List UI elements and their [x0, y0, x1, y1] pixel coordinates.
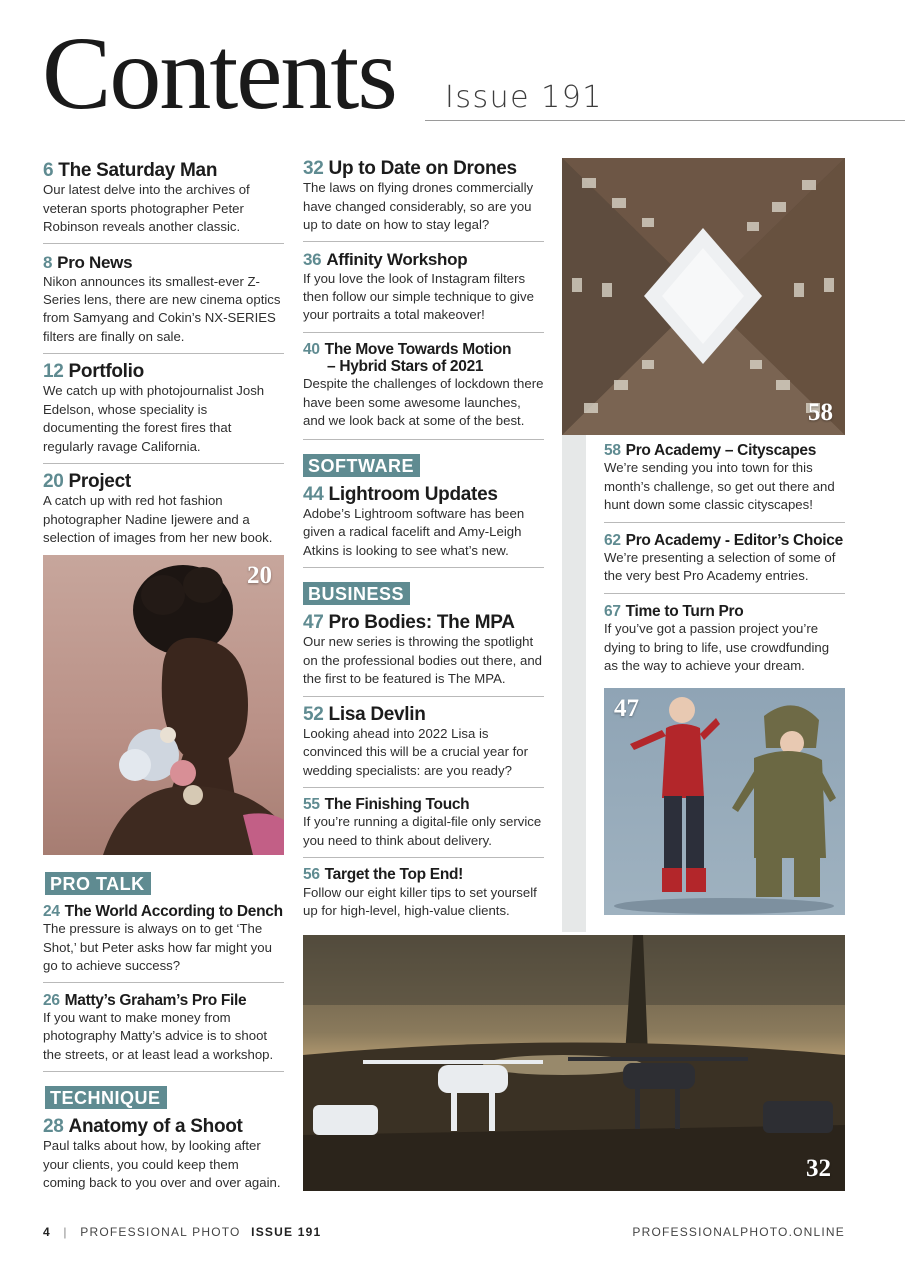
entry-title: Project [68, 471, 131, 493]
contents-entry[interactable] [303, 158, 544, 242]
contents-entry[interactable] [43, 895, 284, 983]
entry-title: Pro Academy – Cityscapes [625, 442, 817, 459]
contents-entry[interactable] [303, 242, 544, 332]
entry-title: The Move Towards Motion [324, 340, 512, 358]
entry-title: Lisa Devlin [328, 703, 426, 725]
contents-entry[interactable] [604, 442, 845, 523]
entry-heading [43, 903, 284, 920]
page-number: 6 [43, 160, 54, 181]
entry-title: Target the Top End! [324, 866, 464, 884]
entry-heading [43, 361, 284, 382]
page-number: 44 [303, 483, 324, 505]
kids-illustration [604, 688, 845, 915]
contents-entry[interactable] [43, 464, 284, 547]
footer-website[interactable]: PROFESSIONALPHOTO.ONLINE [632, 1225, 845, 1239]
footer-issue: ISSUE 191 [251, 1225, 322, 1239]
section-label-software: SOFTWARE [303, 454, 420, 477]
cityscape-photo[interactable] [562, 158, 845, 435]
contents-entry[interactable] [43, 244, 284, 354]
entry-description: Despite the challenges of lockdown there have been some awesome launches, and we look back at some of the best. [303, 376, 544, 429]
entry-title: The Saturday Man [58, 160, 218, 181]
entry-description: Follow our eight killer tips to set yourself up for high-level, high-value clients. [303, 884, 537, 919]
entry-heading [604, 603, 845, 620]
title-divider [425, 120, 905, 121]
entry-heading [303, 250, 544, 269]
entry-heading [604, 442, 845, 459]
entry-heading [604, 532, 845, 549]
entry-title: Pro Academy - Editor’s Choice [625, 531, 843, 549]
contents-entry[interactable] [43, 1109, 284, 1192]
entry-description: Adobe’s Lightroom software has been given a radical facelift and Amy-Leigh Atkins is looking to see what’s new. [303, 505, 525, 558]
contents-entry[interactable] [43, 160, 284, 244]
photo-page-number: 20 [247, 562, 272, 589]
contents-entry[interactable] [303, 605, 544, 696]
footer-separator: | [63, 1225, 68, 1239]
portrait-photo[interactable] [43, 555, 284, 855]
photo-page-number: 47 [614, 695, 639, 722]
entry-description: We catch up with photojournalist Josh Edelson, whose speciality is documenting the forest fires that regularly ravage California. [43, 383, 265, 454]
entry-description: If you’ve got a passion project you’re dying to bring to life, use crowdfunding as the way to achieve your dream. [604, 621, 830, 673]
page-number: 26 [43, 991, 60, 1009]
contents-entry[interactable] [43, 983, 284, 1073]
entry-heading [43, 253, 284, 272]
contents-entry[interactable] [303, 858, 544, 920]
contents-entry[interactable] [303, 697, 544, 788]
contents-entry[interactable] [303, 333, 544, 440]
entry-description: A catch up with red hot fashion photographer Nadine Ijewere and a selection of images from her new book. [43, 493, 273, 546]
footer-page-number: 4 [43, 1225, 51, 1239]
section-label-business: BUSINESS [303, 582, 410, 605]
entry-description: Nikon announces its smallest-ever Z-Series lens, there are new cinema optics from Samyang and Cokin’s NX-SERIES filters are finally on sale. [43, 273, 281, 344]
entry-heading [43, 160, 284, 181]
page-title: Contents [42, 16, 396, 131]
entry-title-line-2: – Hybrid Stars of 2021 [327, 358, 484, 376]
page-number: 36 [303, 250, 322, 270]
entry-heading [43, 471, 284, 492]
entry-title: Portfolio [68, 361, 144, 383]
entry-description: Looking ahead into 2022 Lisa is convinced this will be a crucial year for wedding specialists: are you ready? [303, 725, 529, 778]
column-1-lower [43, 872, 284, 1193]
entry-description: Paul talks about how, by looking after your clients, you could keep them coming back to you over and over again. [43, 1138, 281, 1191]
issue-label: Issue 191 [445, 80, 603, 115]
entry-description: If you’re running a digital-file only service you need to think about delivery. [303, 814, 542, 848]
contents-entry[interactable] [604, 594, 845, 676]
page-number: 32 [303, 158, 324, 179]
entry-description: Our new series is throwing the spotlight on the professional bodies out there, and the first to be featured is The MPA. [303, 634, 543, 687]
entry-description: If you love the look of Instagram filters then follow our simple technique to give your portraits a total makeover! [303, 270, 534, 323]
entry-heading [303, 866, 544, 883]
page-number: 12 [43, 361, 64, 383]
entry-description: The laws on flying drones commercially have changed considerably, so are you up to date on how to stay legal? [303, 180, 534, 233]
contents-entry[interactable] [604, 523, 845, 594]
entry-title: Up to Date on Drones [328, 158, 517, 179]
photo-page-number: 58 [808, 399, 833, 426]
footer-magazine-name: PROFESSIONAL PHOTO [80, 1225, 241, 1239]
entry-description: Our latest delve into the archives of veteran sports photographer Peter Robinson reveals another classic. [43, 182, 250, 235]
contents-entry[interactable] [303, 788, 544, 858]
page-number: 62 [604, 531, 621, 549]
entry-heading [303, 704, 544, 725]
page-number: 67 [604, 602, 621, 620]
entry-title: Pro Bodies: The MPA [328, 612, 515, 634]
entry-title: The Finishing Touch [324, 796, 470, 814]
entry-heading [303, 158, 544, 179]
entry-title: Anatomy of a Shoot [68, 1116, 243, 1138]
drones-photo[interactable] [303, 935, 845, 1191]
entry-heading [303, 612, 544, 633]
entry-title: The World According to Dench [64, 903, 283, 920]
page-number: 58 [604, 442, 621, 459]
portrait-illustration [43, 555, 284, 855]
entry-description: We’re presenting a selection of some of the very best Pro Academy entries. [604, 549, 836, 584]
entry-description: If you want to make money from photography Matty’s advice is to shoot the streets, or at least lead a workshop. [43, 1009, 274, 1062]
page-number: 47 [303, 612, 324, 634]
page-number: 40 [303, 340, 320, 358]
kids-photo[interactable] [604, 688, 845, 915]
contents-entry[interactable] [43, 354, 284, 464]
entry-title: Affinity Workshop [326, 250, 468, 270]
page-number: 28 [43, 1116, 64, 1138]
section-label-technique: TECHNIQUE [45, 1086, 167, 1109]
photo-page-number: 32 [806, 1155, 831, 1182]
column-3 [604, 442, 845, 675]
page-number: 24 [43, 903, 60, 920]
entry-heading [43, 992, 284, 1009]
entry-description: We’re sending you into town for this month’s challenge, so get out there and hunt down some classic cityscapes! [604, 460, 835, 513]
column-1 [43, 160, 284, 548]
page-number: 20 [43, 471, 64, 493]
page-number: 52 [303, 703, 324, 725]
entry-heading [303, 796, 544, 813]
entry-description: The pressure is always on to get ‘The Shot,’ but Peter asks how far might you go to achieve success? [43, 921, 272, 974]
column-2 [303, 158, 544, 920]
contents-entry[interactable] [303, 477, 544, 568]
entry-heading [303, 484, 544, 505]
entry-title: Matty’s Graham’s Pro File [64, 991, 247, 1009]
column-divider-strip [562, 435, 586, 932]
section-label-pro-talk: PRO TALK [45, 872, 151, 895]
entry-title: Lightroom Updates [328, 483, 498, 505]
page-number: 8 [43, 253, 53, 273]
entry-title: Pro News [57, 253, 133, 273]
page-number: 55 [303, 796, 320, 814]
cityscape-illustration [562, 158, 845, 435]
page-number: 56 [303, 866, 320, 884]
entry-title: Time to Turn Pro [625, 602, 744, 620]
entry-heading [303, 341, 544, 376]
drones-illustration [303, 935, 845, 1191]
footer-left [43, 1225, 321, 1239]
entry-heading [43, 1116, 284, 1137]
